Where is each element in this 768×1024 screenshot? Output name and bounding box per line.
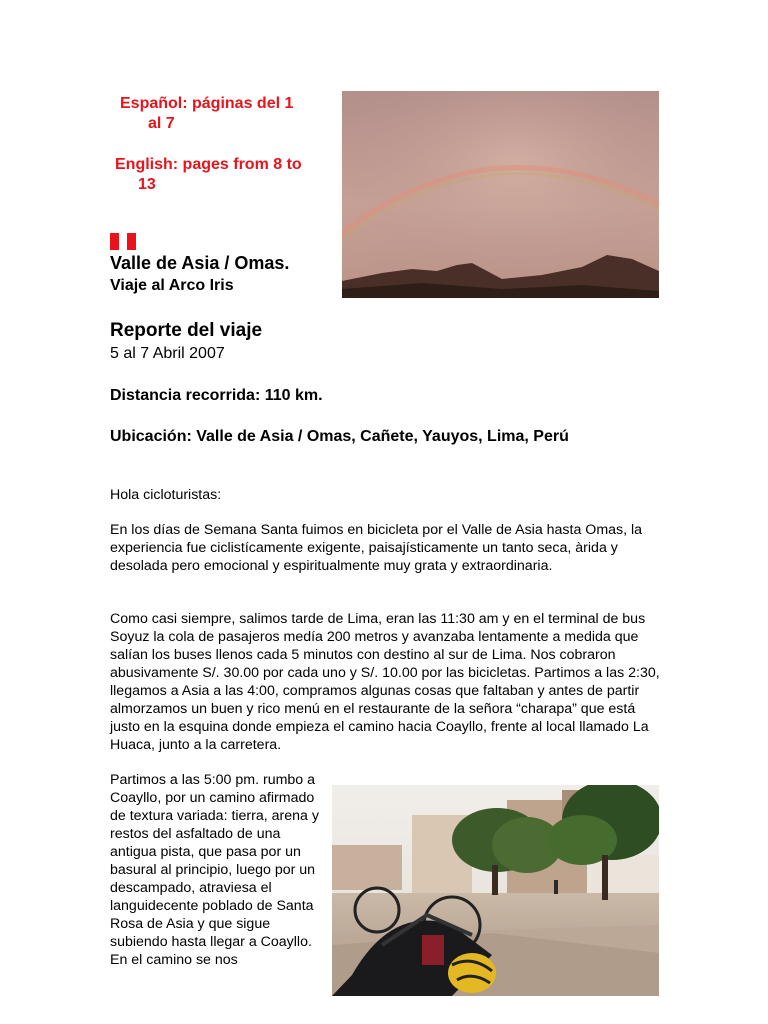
distance-traveled: Distancia recorrida: 110 km. (110, 387, 323, 404)
language-note-spanish (120, 94, 335, 134)
rainbow-photo (342, 91, 659, 298)
paragraph-2: Como casi siempre, salimos tarde de Lima, eran las 11:30 am y en el terminal de bus Soyuz la cola de pasajeros medía 200 metros y avanzaba lentamente a medida que salían los buses llenos cada 5 minutos con destino al sur de Lima. Nos cobraron abusivamente S/. 30.00 por cada uno y S/. 10.00 por las bicicletas. Partimos a las 2:30, llegamos a Asia a las 4:00, compramos algunas cosas que faltaban y antes de partir almorzamos un buen y rico menú en el restaurante de la señora “charapa” que está justo en la esquina donde empieza el camino hacia Coayllo, frente al local llamado La Huaca, junto a la carretera. (110, 611, 660, 753)
english-pages-line2: 13 (138, 176, 156, 193)
page-title: Valle de Asia / Omas. (110, 253, 290, 273)
peru-flag-icon (110, 233, 136, 250)
paragraph-3: Partimos a las 5:00 pm. rumbo a Coayllo, por un camino afirmado de textura variada: tierra, arena y restos del asfaltado de una antigua pista, que pasa por un basural al principio, luego por un descampado, atraviesa el languidecente poblado de Santa Rosa de Asia y que sigue subiendo hasta llegar a Coayllo. En el camino se nos (110, 772, 319, 968)
english-pages-line1: English: pages from 8 to (115, 156, 302, 173)
spanish-pages-line2: al 7 (148, 115, 175, 132)
report-dates: 5 al 7 Abril 2007 (110, 345, 225, 362)
greeting: Hola cicloturistas: (110, 487, 222, 503)
paragraph-1: En los días de Semana Santa fuimos en bicicleta por el Valle de Asia hasta Omas, la experiencia fue ciclistícamente exigente, paisajísticamente un tanto seca, àrida y desolada pero emocional y espiritualmente muy grata y extraordinaria. (110, 522, 643, 574)
trip-location: Ubicación: Valle de Asia / Omas, Cañete, Yauyos, Lima, Perú (110, 428, 569, 445)
report-heading: Reporte del viaje (110, 320, 263, 341)
spanish-pages-line1: Español: páginas del 1 (120, 95, 294, 112)
language-note-english (115, 155, 335, 195)
bicycles-town-photo (332, 785, 659, 996)
page-subtitle: Viaje al Arco Iris (110, 277, 234, 294)
